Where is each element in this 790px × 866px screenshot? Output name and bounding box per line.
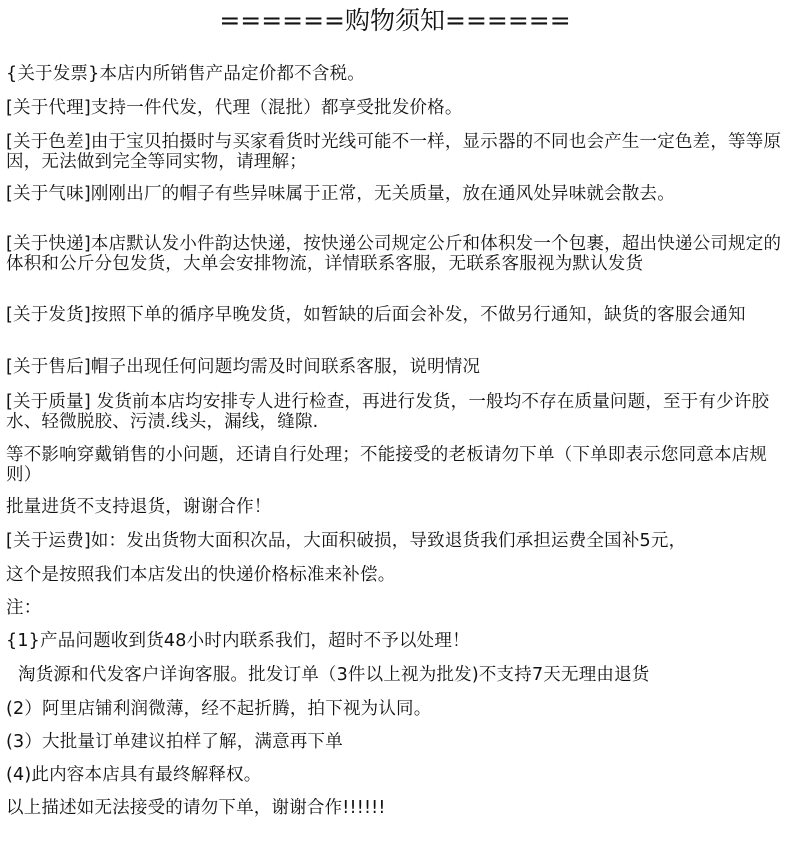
express-note: [关于快递]本店默认发小件韵达快递，按快递公司规定公斤和体积发一个包裹，超出快递公司规定的体积和公斤分包发货，大单会安排物流，详情联系客服，无联系客服视为默认发货 (6, 234, 782, 274)
quality-note: [关于质量] 发货前本店均安排专人进行检查，再进行发货，一般均不存在质量问题，至于有少许胶水、轻微脱胶、污渍.线头，漏线，缝隙. (6, 392, 770, 432)
notes-heading: 注： (6, 598, 42, 618)
agency-note: [关于代理]支持一件代发，代理（混批）都享受批发价格。 (6, 98, 463, 118)
invoice-note: {关于发票}本店内所销售产品定价都不含税。 (6, 64, 365, 84)
note-item-4: (4)此内容本店具有最终解释权。 (6, 765, 262, 785)
no-return-note: 批量进货不支持退货，谢谢合作！ (6, 497, 272, 517)
after-sales-note: [关于售后]帽子出现任何问题均需及时间联系客服，说明情况 (6, 357, 481, 377)
closing-note: 以上描述如无法接受的请勿下单，谢谢合作!!!!!! (6, 798, 386, 818)
note-item-1: {1}产品问题收到货48小时内联系我们，超时不予以处理！ (6, 631, 470, 651)
color-difference-note: [关于色差]由于宝贝拍摄时与买家看货时光线可能不一样，显示器的不同也会产生一定色差，等等原因，无法做到完全等同实物，请理解； (6, 132, 782, 172)
freight-note: [关于运费]如：发出货物大面积次品，大面积破损，导致退货我们承担运费全国补5元， (6, 531, 687, 551)
odor-note: [关于气味]刚刚出厂的帽子有些异味属于正常，无关质量，放在通风处异味就会散去。 (6, 184, 675, 204)
shipping-note: [关于发货]按照下单的循序早晚发货，如暂缺的后面会补发，不做另行通知，缺货的客服会通知 (6, 305, 746, 325)
wholesale-note: 淘货源和代发客户详询客服。批发订单（3件以上视为批发)不支持7天无理由退货 (18, 665, 650, 685)
minor-issues-note: 等不影响穿戴销售的小问题，还请自行处理；不能接受的老板请勿下单（下单即表示您同意本店规则） (6, 445, 768, 485)
note-item-3: (3）大批量订单建议拍样了解，满意再下单 (6, 732, 343, 752)
note-item-2: (2）阿里店铺利润微薄，经不起折腾，拍下视为认同。 (6, 699, 432, 719)
compensation-note: 这个是按照我们本店发出的快递价格标准来补偿。 (6, 565, 396, 585)
page-title: ======购物须知====== (219, 6, 571, 35)
